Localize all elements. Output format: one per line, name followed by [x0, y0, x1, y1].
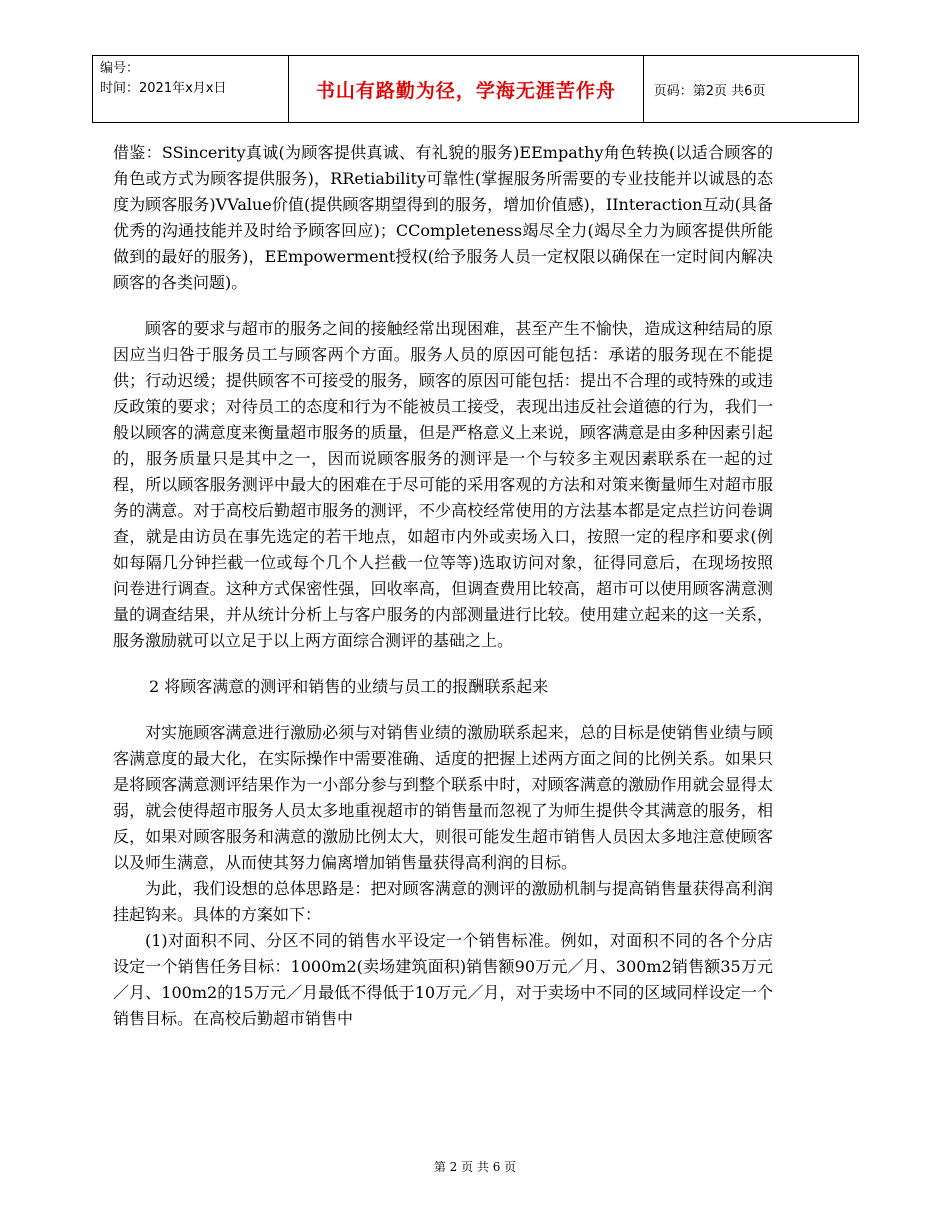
document-body — [113, 140, 773, 1032]
header-page-info: 页码：第2页 共6页 — [643, 56, 858, 123]
paragraph-service-measurement: 顾客的要求与超市的服务之间的接触经常出现困难，甚至产生不愉快，造成这种结局的原因应当归咎于服务员工与顾客两个方面。服务人员的原因可能包括：承诺的服务现在不能提供；行动迟缓；提供顾客不可接受的服务，顾客的原因可能包括：提出不合理的或特殊的或违反政策的要求；对待员工的态度和行为不能被员工接受，表现出违反社会道德的行为，我们一般以顾客的满意度来衡量超市服务的质量，但是严格意义上来说，顾客满意是由多种因素引起的，服务质量只是其中之一，因而说顾客服务的测评是一个与较多主观因素联系在一起的过程，所以顾客服务测评中最大的困难在于尽可能的采用客观的方法和对策来衡量师生对超市服务的满意。对于高校后勤超市服务的测评，不少高校经常使用的方法基本都是定点拦访问卷调查，就是由访员在事先选定的若干地点，如超市内外或卖场入口，按照一定的程序和要求(例如每隔几分钟拦截一位或每个几个人拦截一位等等)选取访问对象，征得同意后，在现场按照问卷进行调查。这种方式保密性强，回收率高，但调查费用比较高，超市可以使用顾客满意测量的调查结果，并从统计分析上与客户服务的内部测量进行比较。使用建立起来的这一关系，服务激励就可以立足于以上两方面综合测评的基础之上。 — [113, 319, 773, 650]
paragraph-overall-idea: 为此，我们设想的总体思路是：把对顾客满意的测评的激励机制与提高销售量获得高利润挂起钩来。具体的方案如下： — [113, 879, 773, 924]
page-header — [92, 55, 859, 123]
paragraph-servicer-principles: 借鉴：SSincerity真诚(为顾客提供真诚、有礼貌的服务)EEmpathy角色转换(以适合顾客的角色或方式为顾客提供服务)，RRetiability可靠性(掌握服务所需要的专业技能并以诚恳的态度为顾客服务)VValue价值(提供顾客期望得到的服务，增加价值感)，IInteraction互动(具备优秀的沟通技能并及时给予顾客回应)；CCompleteness竭尽全力(竭尽全力为顾客提供所能做到的最好的服务)，EEmpowerment授权(给予服务人员一定权限以确保在一定时间内解决顾客的各类问题)。 — [113, 143, 773, 292]
document-time-label: 时间：2021年x月x日 — [100, 81, 227, 96]
header-meta — [93, 56, 289, 123]
document-number-label: 编号： — [100, 61, 140, 76]
page-footer: 第 2 页 共 6 页 — [433, 1160, 517, 1174]
section-heading: 2 将顾客满意的测评和销售的业绩与员工的报酬联系起来 — [149, 677, 549, 696]
header-motto: 书山有路勤为径，学海无涯苦作舟 — [288, 56, 643, 123]
paragraph-incentive-linkage: 对实施顾客满意进行激励必须与对销售业绩的激励联系起来，总的目标是使销售业绩与顾客满意度的最大化，在实际操作中需要准确、适度的把握上述两方面之间的比例关系。如果只是将顾客满意测评结果作为一小部分参与到整个联系中时，对顾客满意的激励作用就会显得太弱，就会使得超市服务人员太多地重视超市的销售量而忽视了为师生提供令其满意的服务，相反，如果对顾客服务和满意的激励比例太大，则很可能发生超市销售人员因太多地注意使顾客以及师生满意，从而使其努力偏离增加销售量获得高利润的目标。 — [113, 723, 773, 872]
paragraph-plan-item-1: (1)对面积不同、分区不同的销售水平设定一个销售标准。例如，对面积不同的各个分店设定一个销售任务目标：1000m2(卖场建筑面积)销售额90万元／月、300m2销售额35万元／月、100m2的15万元／月最低不得低于10万元／月，对于卖场中不同的区域同样设定一个销售目标。在高校后勤超市销售中 — [113, 931, 773, 1028]
